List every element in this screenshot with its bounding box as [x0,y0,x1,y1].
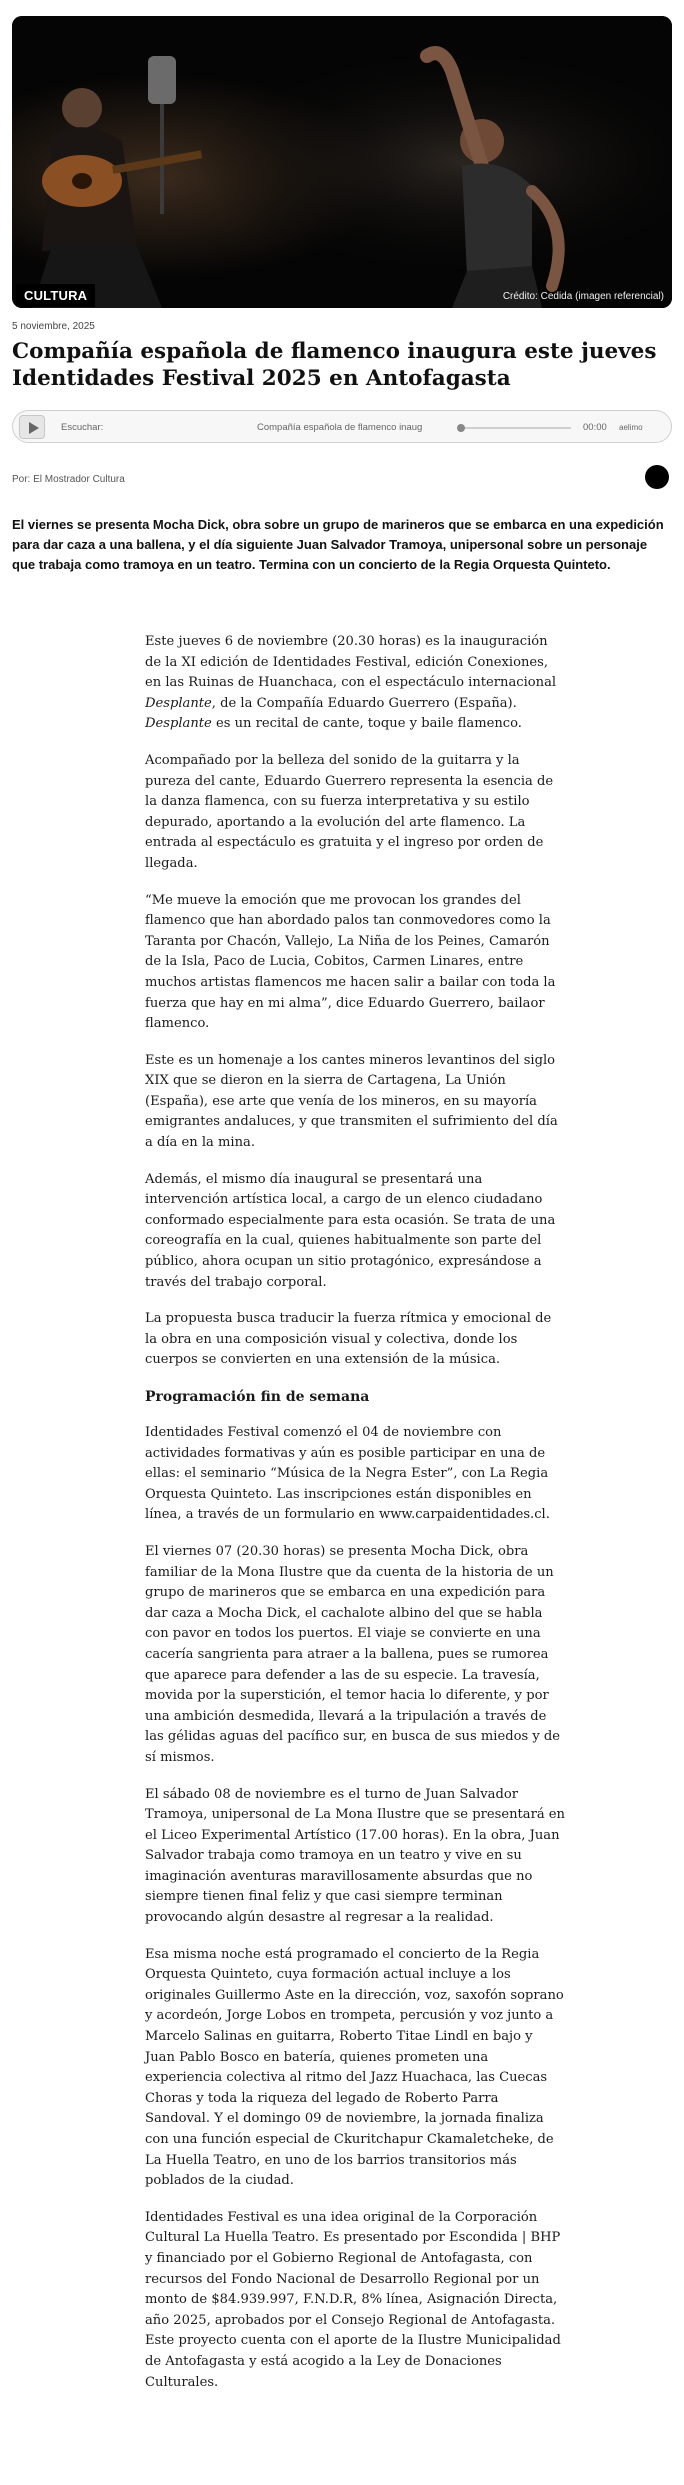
publish-date: 5 noviembre, 2025 [12,321,95,332]
section-heading: Programación fin de semana [145,1389,370,1405]
player-time: 00:00 [583,422,607,433]
circle-icon[interactable] [645,465,669,489]
article-lead: El viernes se presenta Mocha Dick, obra sobre un grupo de marineros que se embarca en una expedición para dar caza a una ballena, y el día siguiente Juan Salvador Tramoya, unipersonal sobre un personaje que trabaja como tramoya en un teatro. Termina con un concierto de la Regia Orquesta Quinteto. [12,517,664,572]
category-tag[interactable]: CULTURA [16,284,95,307]
player-label: Escuchar: [61,422,104,433]
body-paragraph: Este es un homenaje a los cantes mineros levantinos del siglo XIX que se dieron en la sierra de Cartagena, La Unión (España), ese arte que venía de los mineros, en su mayoría emigrantes andaluces, y que transmiten el sufrimiento del día a día en la mina. [145,1052,558,1151]
flamenco-photo [12,16,672,308]
body-paragraph: Este jueves 6 de noviembre (20.30 horas) es la inauguración de la XI edición de Identidades Festival, edición Conexiones, en las Ruinas de Huanchaca, con el espectáculo internacional Desplante, de la Compañía Eduardo Guerrero (España). Desplante es un recital de cante, toque y baile flamenco. [145,634,557,732]
image-credit: Crédito: Cedida (imagen referencial) [502,291,664,302]
hero-image [12,16,672,308]
article-headline: Compañía española de flamenco inaugura este jueves Identidades Festival 2025 en Antofagasta [12,339,657,391]
body-paragraph: Identidades Festival es una idea original de la Corporación Cultural La Huella Teatro. Es presentado por Escondida | BHP y financiado por el Gobierno Regional de Antofagasta, con recursos del Fondo Nacional de Desarrollo Regional por un monto de $84.939.997, F.N.D.R, 8% línea, Asignación Directa, año 2025, aprobados por el Consejo Regional de Antofagasta. Este proyecto cuenta con el aporte de la Ilustre Municipalidad de Antofagasta y está acogido a la Ley de Donaciones Culturales. [145,2209,561,2390]
body-paragraph: El sábado 08 de noviembre es el turno de Juan Salvador Tramoya, unipersonal de La Mona Ilustre que se presentará en el Liceo Experimental Artístico (17.00 horas). En la obra, Juan Salvador trabaja como tramoya en un teatro y vive en su imaginación aventuras maravillosamente absurdas que no siempre tienen final feliz y que casi siempre terminan provocando algún desastre al regresar a la realidad. [145,1786,565,1926]
author-byline[interactable]: Por: El Mostrador Cultura [12,474,125,485]
article-body [145,632,565,2409]
body-paragraph: La propuesta busca traducir la fuerza rítmica y emocional de la obra en una composición visual y colectiva, donde los cuerpos se convierten en una extensión de la música. [145,1311,552,1368]
body-paragraph: Además, el mismo día inaugural se presentará una intervención artística local, a cargo de un elenco ciudadano conformado especialmente para esta ocasión. Se trata de una coreografía en la cual, quienes habitualmente son parte del público, ahora ocupan un sitio protagónico, expresándose a través del trabajo corporal. [145,1171,556,1290]
body-paragraph: El viernes 07 (20.30 horas) se presenta Mocha Dick, obra familiar de la Mona Ilustre que da cuenta de la historia de un grupo de marineros que se embarca en una expedición para dar caza a Mocha Dick, el cachalote albino del que se habla con pavor en todos los puertos. El viaje se convierte en una cacería sangrienta para atraer a la ballena, pues se rumorea que aparece para defender a las de su especie. La travesía, movida por la superstición, el temor hacia lo diferente, y por una ambición desmedida, llevará a la tripulación a través de las gélidas aguas del pacífico sur, en busca de sus miedos y de sí mismos. [145,1543,561,1765]
body-paragraph: Acompañado por la belleza del sonido de la guitarra y la pureza del cante, Eduardo Guerrero representa la esencia de la danza flamenca, con su fuerza interpretativa y su estilo depurado, aportando a la evolución del arte flamenco. La entrada al espectáculo es gratuita y el ingreso por orden de llegada. [145,752,554,871]
player-progress-knob[interactable] [457,424,465,432]
body-paragraph: “Me mueve la emoción que me provocan los grandes del flamenco que han abordado palos tan conmovedores como la Taranta por Chacón, Vallejo, La Niña de los Peines, Camarón de la Isla, Paco de Lucia, Cobitos, Carmen Linares, entre muchos artistas flamencos me hacen salir a bailar con toda la fuerza que hay en mi alma”, dice Eduardo Guerrero, bailaor flamenco. [145,892,556,1032]
audio-player [12,410,672,443]
body-paragraph: Identidades Festival comenzó el 04 de noviembre con actividades formativas y aún es posible participar en una de ellas: el seminario “Música de la Negra Ester”, con La Regia Orquesta Quinteto. Las inscripciones están disponibles en línea, a través de un formulario en www.carpaidentidades.cl. [145,1425,550,1523]
play-icon[interactable] [19,415,45,439]
player-progress-slider[interactable] [459,427,571,429]
body-paragraph: Esa misma noche está programado el concierto de la Regia Orquesta Quinteto, cuya formación actual incluye a los originales Guillermo Aste en la dirección, voz, saxofón soprano y acordeón, Jorge Lobos en trompeta, percusión y voz junto a Marcelo Salinas en guitarra, Roberto Titae Lindl en bajo y Juan Pablo Bosco en batería, quienes prometen una experiencia colectiva al ritmo del Jazz Huachaca, las Cuecas Choras y toda la riqueza del legado de Roberto Parra Sandoval. Y el domingo 09 de noviembre, la jornada finaliza con una función especial de Ckuritchapur Ckamaletcheke, de La Huella Teatro, en uno de los barrios transitorios más poblados de la ciudad. [145,1946,564,2189]
player-brand-logo[interactable]: aelimo [619,423,643,432]
player-title: Compañía española de flamenco inaug [257,422,423,433]
